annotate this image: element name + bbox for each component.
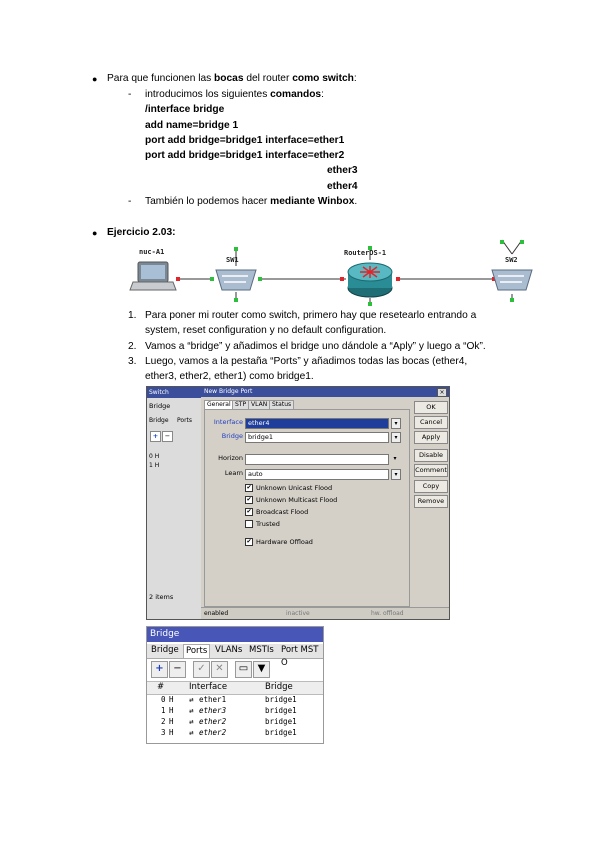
status-enabled: enabled <box>204 610 229 617</box>
checkbox-trusted[interactable]: Trusted <box>245 520 280 529</box>
horizon-input[interactable] <box>245 454 389 465</box>
port-up-dot <box>234 298 238 302</box>
intro-line: Para que funcionen las bocas del router como switch: <box>107 73 357 84</box>
back-window <box>147 387 202 619</box>
tab-vlan[interactable]: VLAN <box>248 400 270 410</box>
winbox-note: También lo podemos hacer mediante Winbox. <box>145 196 358 207</box>
port-down-dot <box>396 277 400 281</box>
command-line: add name=bridge 1 <box>145 120 239 131</box>
node-label: SW1 <box>226 256 239 264</box>
port-icon: ⇄ <box>189 706 194 715</box>
port-up-dot <box>500 240 504 244</box>
step-text: Para poner mi router como switch, primero hay que resetearlo entrando a <box>145 310 477 321</box>
check-icon: ✔ <box>246 484 252 491</box>
chevron-down-icon[interactable]: ▾ <box>391 418 401 429</box>
checkbox-unknown-unicast[interactable]: ✔ Unknown Unicast Flood <box>246 484 333 492</box>
disable-button[interactable]: Disable <box>414 449 448 462</box>
back-window-title: Switch <box>147 387 203 398</box>
chevron-down-icon[interactable]: ▾ <box>391 469 401 480</box>
step-text: system, reset configuration y no default configuration. <box>145 325 387 336</box>
checkbox-hardware-offload[interactable]: ✔ Hardware Offload <box>246 538 313 546</box>
node-label: SW2 <box>505 256 518 264</box>
bridge-tabs <box>147 644 323 668</box>
interface-label: Interface <box>213 418 243 426</box>
chevron-down-icon[interactable]: ▾ <box>391 432 401 443</box>
network-diagram <box>128 238 558 310</box>
remove-button[interactable]: Remove <box>414 495 448 508</box>
switch-icon <box>216 270 256 290</box>
commands-intro: introducimos los siguientes comandos: <box>145 89 324 100</box>
port-up-dot <box>234 247 238 251</box>
learn-select[interactable]: auto <box>245 469 389 480</box>
comment-button[interactable]: Comment <box>414 464 448 477</box>
port-up-dot <box>368 302 372 306</box>
port-icon: ⇄ <box>189 695 194 704</box>
filter-icon[interactable]: ▼ <box>253 661 270 678</box>
port-up-dot <box>510 298 514 302</box>
back-row[interactable]: 1 H <box>149 462 160 469</box>
table-row[interactable]: 3 H ⇄ ether2 bridge1 <box>161 728 297 737</box>
winbox-screenshot <box>146 386 450 620</box>
laptop-icon <box>130 262 176 290</box>
status-bar <box>201 607 449 620</box>
chevron-down-icon[interactable]: ▾ <box>393 455 397 462</box>
general-panel <box>204 409 410 607</box>
back-row[interactable]: 0 H <box>149 453 160 460</box>
back-tab[interactable]: Bridge <box>149 417 169 424</box>
check-icon: ✔ <box>246 496 252 503</box>
bridge-panel-title: Bridge <box>147 627 323 642</box>
horizon-label: Horizon <box>218 454 243 462</box>
check-icon: ✔ <box>246 508 252 515</box>
bullet-dot: ● <box>92 74 98 84</box>
step-number: 2. <box>128 341 137 352</box>
col-num[interactable]: # <box>157 682 165 692</box>
status-inactive: inactive <box>286 610 310 617</box>
node-label: nuc-A1 <box>139 248 165 256</box>
table-header <box>147 681 323 695</box>
command-line: ether3 <box>327 165 358 176</box>
status-hw-offload: hw. offload <box>371 610 404 617</box>
router-icon <box>348 263 392 297</box>
port-up-dot <box>210 277 214 281</box>
ok-button[interactable]: OK <box>414 401 448 414</box>
close-icon[interactable]: × <box>437 388 447 397</box>
dash: - <box>128 89 132 100</box>
tab-mstis[interactable]: MSTIs <box>249 645 274 655</box>
tab-bridge[interactable]: Bridge <box>151 645 179 655</box>
table-row[interactable]: 2 H ⇄ ether2 bridge1 <box>161 717 297 726</box>
port-icon: ⇄ <box>189 728 194 737</box>
port-down-dot <box>340 277 344 281</box>
back-tab[interactable]: Ports <box>177 417 193 424</box>
table-row[interactable]: 0 H ⇄ ether1 bridge1 <box>161 695 297 704</box>
step-number: 3. <box>128 356 137 367</box>
bullet-dot: ● <box>92 228 98 238</box>
tab-stp[interactable]: STP <box>232 400 249 410</box>
checkbox-unknown-multicast[interactable]: ✔ Unknown Multicast Flood <box>246 496 338 504</box>
item-count: 2 items <box>149 593 174 601</box>
command-line: port add bridge=bridge1 interface=ether2 <box>145 150 345 161</box>
tab-vlans[interactable]: VLANs <box>215 645 243 655</box>
exercise-title: Ejercicio 2.03: <box>107 227 176 238</box>
switch-icon <box>492 270 532 290</box>
add-icon[interactable]: + <box>150 431 161 442</box>
table-row[interactable]: 1 H ⇄ ether3 bridge1 <box>161 706 297 715</box>
bridge-port-dialog <box>201 387 449 619</box>
node-label: RouterOS-1 <box>344 249 387 257</box>
learn-label: Learn <box>224 469 243 477</box>
add-icon[interactable]: + <box>151 661 168 678</box>
cancel-button[interactable]: Cancel <box>414 416 448 429</box>
step-text: Vamos a “bridge” y añadimos el bridge uno dándole a “Aply” y luego a “Ok”. <box>145 341 486 352</box>
col-bridge[interactable]: Bridge <box>265 682 293 692</box>
command-line: port add bridge=bridge1 interface=ether1 <box>145 135 345 146</box>
tab-ports[interactable]: Ports <box>183 644 210 658</box>
dash: - <box>128 196 132 207</box>
apply-button[interactable]: Apply <box>414 431 448 444</box>
disable-icon[interactable]: ✕ <box>211 661 228 678</box>
checkbox-broadcast-flood[interactable]: ✔ Broadcast Flood <box>246 508 309 516</box>
command-line: /interface bridge <box>145 104 225 115</box>
port-up-dot <box>258 277 262 281</box>
dialog-title: New Bridge Port <box>201 387 449 397</box>
command-line: ether4 <box>327 181 358 192</box>
tab-port-mst[interactable]: Port MST O <box>281 645 319 668</box>
bridge-select[interactable]: bridge1 <box>245 432 389 443</box>
check-icon: ✔ <box>246 538 252 545</box>
comment-icon[interactable]: ▭ <box>235 661 252 678</box>
interface-select[interactable]: ether4 <box>245 418 389 429</box>
step-text: ether3, ether2, ether1) como bridge1. <box>145 371 314 382</box>
enable-icon[interactable]: ✓ <box>193 661 210 678</box>
col-interface[interactable]: Interface <box>189 682 228 692</box>
remove-icon[interactable]: − <box>162 431 173 442</box>
step-text: Luego, vamos a la pestaña “Ports” y añadimos todas las bocas (ether4, <box>145 356 468 367</box>
port-up-dot <box>520 240 524 244</box>
tab-status[interactable]: Status <box>269 400 294 410</box>
remove-icon[interactable]: − <box>169 661 186 678</box>
bridge-label: Bridge <box>221 432 243 440</box>
step-number: 1. <box>128 310 137 321</box>
tab-general[interactable]: General <box>204 400 234 410</box>
port-icon: ⇄ <box>189 717 194 726</box>
copy-button[interactable]: Copy <box>414 480 448 493</box>
back-window-subtitle: Bridge <box>149 402 171 410</box>
port-down-dot <box>176 277 180 281</box>
bridge-panel <box>146 626 324 744</box>
